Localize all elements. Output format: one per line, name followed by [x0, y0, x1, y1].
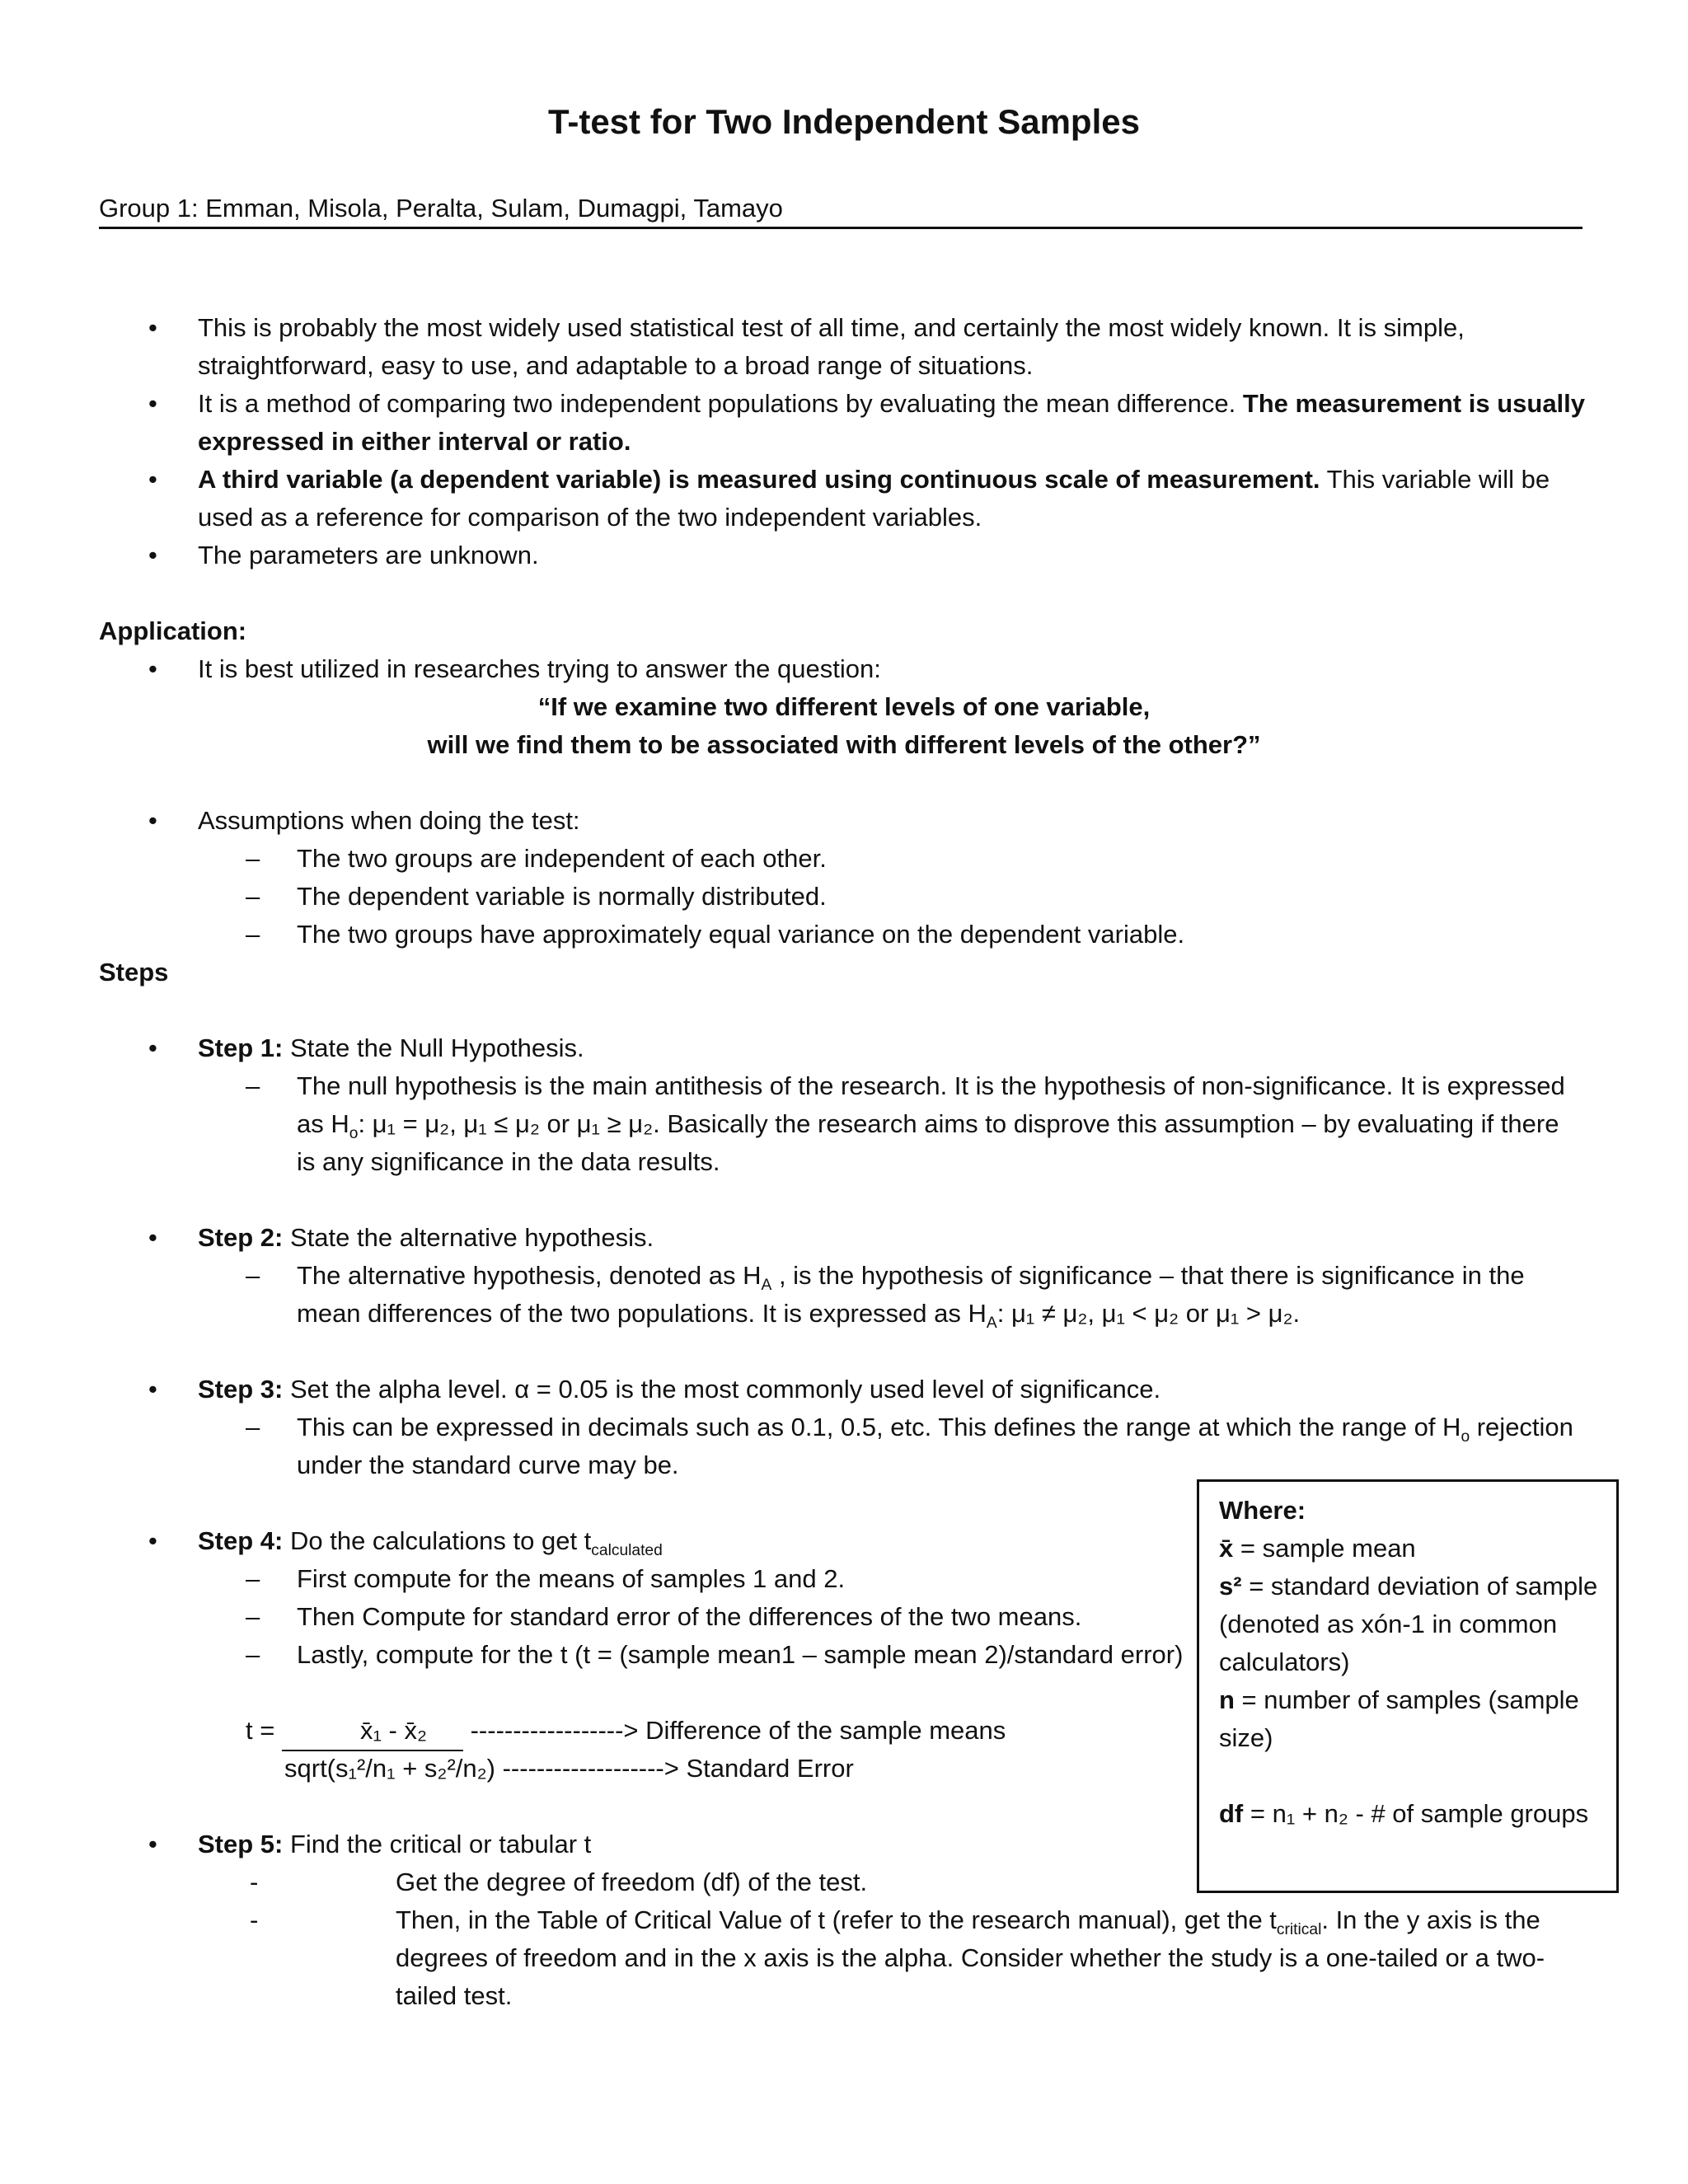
calculation-step: First compute for the means of samples 1 and 2. [297, 1564, 846, 1593]
bullet: • [148, 1033, 157, 1062]
step-5: Step 5: Find the critical or tabular t [198, 1830, 592, 1858]
bullet: • [148, 1223, 157, 1252]
numerator: x̄₁ - x̄₂ [282, 1712, 463, 1751]
bullet: • [148, 654, 157, 683]
page-title: T-test for Two Independent Samples [548, 102, 1140, 141]
definitions-box [1197, 1479, 1619, 1893]
hyphen: - [250, 1868, 259, 1896]
t-formula-numerator-line: t = x̄₁ - x̄₂ ------------------> Difference of the sample means [246, 1712, 1006, 1751]
null-hypothesis-text: The null hypothesis is the main antithesis of the research. It is the hypothesis of non-significance. It is expressed as $H_o$: μ₁ = μ₂, μ₁ ≤ μ₂ or μ₁ ≥ μ₂. Basically the research aims to disprove this assumption – by evaluating if there is any significance in the data results. [297, 1071, 1565, 1176]
bullet: • [148, 465, 157, 494]
alpha-level-text: This can be expressed in decimals such as 0.1, 0.5, etc. This defines the range at which the range of $H_o$ rejection under the standard curve may be. [297, 1413, 1573, 1479]
dash: – [246, 1071, 260, 1100]
step-3: Step 3: Set the alpha level. α = 0.05 is the most commonly used level of significance. [198, 1375, 1161, 1404]
calculation-step: Lastly, compute for the t (t = (sample mean1 – sample mean 2)/standard error) [297, 1640, 1184, 1669]
application-heading: Application: [99, 616, 247, 645]
assumption-item: The two groups are independent of each other. [297, 844, 827, 873]
header-rule [99, 227, 1582, 229]
intro-paragraph-1: This is probably the most widely used statistical test of all time, and certainly the most widely known. It is simple, straightforward, easy to use, and adaptable to a broad range of situations. [198, 313, 1465, 380]
research-question-line-1: “If we examine two different levels of one variable, [537, 692, 1151, 721]
step-2: Step 2: State the alternative hypothesis. [198, 1223, 654, 1252]
bullet: • [148, 806, 157, 835]
step-1: Step 1: State the Null Hypothesis. [198, 1033, 584, 1062]
definition-sample-size: n = number of samples (sample size) [1219, 1685, 1579, 1752]
denominator: sqrt(s₁²/n₁ + s₂²/n₂) [284, 1754, 495, 1783]
dash: – [246, 1413, 260, 1441]
definitions-heading: Where: [1219, 1496, 1306, 1525]
bullet: • [148, 1375, 157, 1404]
definition-df: df = n₁ + n₂ - # of sample groups [1219, 1799, 1589, 1828]
bullet: • [148, 1830, 157, 1858]
dash: – [246, 1602, 260, 1631]
critical-t-step: Get the degree of freedom (df) of the test. [396, 1868, 868, 1896]
intro-paragraph-3: A third variable (a dependent variable) is measured using continuous scale of measurement. This variable will be used as a reference for comparison of the two independent variables. [198, 465, 1550, 532]
definition-sample-mean: x̄ = sample mean [1219, 1534, 1416, 1563]
definition-std-deviation: s² = standard deviation of sample (denoted as xón-1 in common calculators) [1219, 1572, 1598, 1676]
bullet: • [148, 541, 157, 569]
assumptions-title: Assumptions when doing the test: [198, 806, 580, 835]
assumption-item: The dependent variable is normally distributed. [297, 882, 827, 911]
assumption-item: The two groups have approximately equal variance on the dependent variable. [297, 920, 1185, 949]
dash: – [246, 844, 260, 873]
hyphen: - [250, 1905, 259, 1934]
alternative-hypothesis-text: The alternative hypothesis, denoted as $H_A$ , is the hypothesis of significance – that there is significance in the mean differences of the two populations. It is expressed as $H_A$: μ₁ ≠ μ₂, μ₁ < μ₂ or μ₁ > μ₂. [297, 1261, 1525, 1333]
dash: – [246, 1564, 260, 1593]
dash: – [246, 920, 260, 949]
dash: – [246, 882, 260, 911]
steps-heading: Steps [99, 958, 169, 987]
research-question-line-2: will we find them to be associated with different levels of the other?” [427, 730, 1261, 759]
bullet: • [148, 389, 157, 418]
dash: – [246, 1261, 260, 1290]
calculation-step: Then Compute for standard error of the differences of the two means. [297, 1602, 1082, 1631]
bullet: • [148, 313, 157, 342]
t-formula-denominator-line: sqrt(s₁²/n₁ + s₂²/n₂) -------------------> Standard Error [284, 1754, 854, 1783]
intro-paragraph-2: It is a method of comparing two independent populations by evaluating the mean difference. The measurement is usually expressed in either interval or ratio. [198, 389, 1586, 456]
group-members: Group 1: Emman, Misola, Peralta, Sulam, Dumagpi, Tamayo [99, 194, 783, 223]
step-4: Step 4: Do the calculations to get $t_{calculated}$ [198, 1526, 663, 1560]
dash: – [246, 1640, 260, 1669]
intro-paragraph-4: The parameters are unknown. [198, 541, 539, 569]
critical-t-step: Then, in the Table of Critical Value of t (refer to the research manual), get the $t_{critical}$. In the y axis is the degrees of freedom and in the x axis is the alpha. Consider whether the study is a one-tailed or a two-tailed test. [396, 1905, 1545, 2010]
bullet: • [148, 1526, 157, 1555]
application-text: It is best utilized in researches trying to answer the question: [198, 654, 881, 683]
